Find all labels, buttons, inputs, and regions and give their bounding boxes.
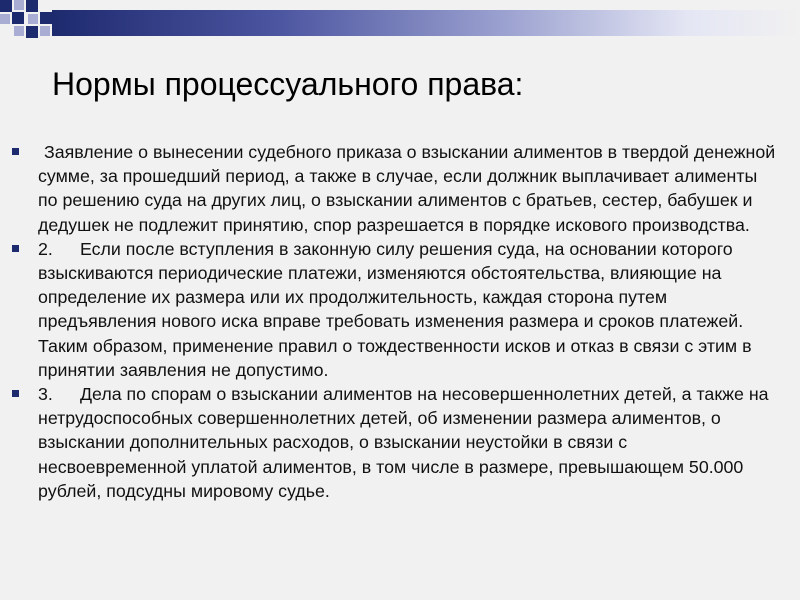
list-item xyxy=(10,237,780,382)
square-bullet-icon xyxy=(12,390,19,397)
header-gradient-bar xyxy=(52,10,800,36)
decor-square-icon xyxy=(14,26,24,36)
slide-title: Нормы процессуального права: xyxy=(52,66,524,102)
decor-square-icon xyxy=(40,12,52,24)
header-decoration xyxy=(0,0,800,48)
decor-square-icon xyxy=(14,0,24,10)
square-bullet-icon xyxy=(12,148,19,155)
list-item xyxy=(10,382,780,503)
list-item-number: 3. xyxy=(38,384,53,405)
decor-square-icon xyxy=(12,12,24,24)
square-bullet-icon xyxy=(12,245,19,252)
slide-content xyxy=(10,140,780,503)
decor-square-icon xyxy=(28,14,38,24)
list-item-text: Дела по спорам о взыскании алиментов на несовершеннолетних детей, а также на нетрудоспособных совершеннолетних детей, об изменении размера алиментов, о взыскании дополнительных расходов, о взыскании неустойки в связи с несвоевременной уплатой алиментов, в том числе в размере, превышающем 50.000 рублей, подсудны мировому судье. xyxy=(38,384,769,501)
decor-square-icon xyxy=(26,0,38,12)
list-item-text: Заявление о вынесении судебного приказа о взыскании алиментов в твердой денежной сумме, за прошедший период, а также в случае, если должник выплачивает алименты по решению суда на других лиц, о взыскании алиментов с братьев, сестер, бабушек и дедушек не подлежит принятию, спор разрешается в порядке искового производства. xyxy=(38,142,776,235)
decor-square-icon xyxy=(40,26,50,36)
list-item xyxy=(10,140,780,237)
decor-square-icon xyxy=(26,26,38,38)
list-item-text: Если после вступления в законную силу решения суда, на основании которого взыскиваются периодические платежи, изменяются обстоятельства, влияющие на определение их размера или их продолжительность, каждая сторона путем предъявления нового иска вправе требовать изменения размера и сроков платежей. Таким образом, применение правил о тождественности исков и отказ в связи с этим в принятии заявления не допустимо. xyxy=(38,238,752,380)
decor-square-icon xyxy=(0,14,10,24)
decor-square-icon xyxy=(0,0,12,12)
list-item-number: 2. xyxy=(38,238,53,259)
